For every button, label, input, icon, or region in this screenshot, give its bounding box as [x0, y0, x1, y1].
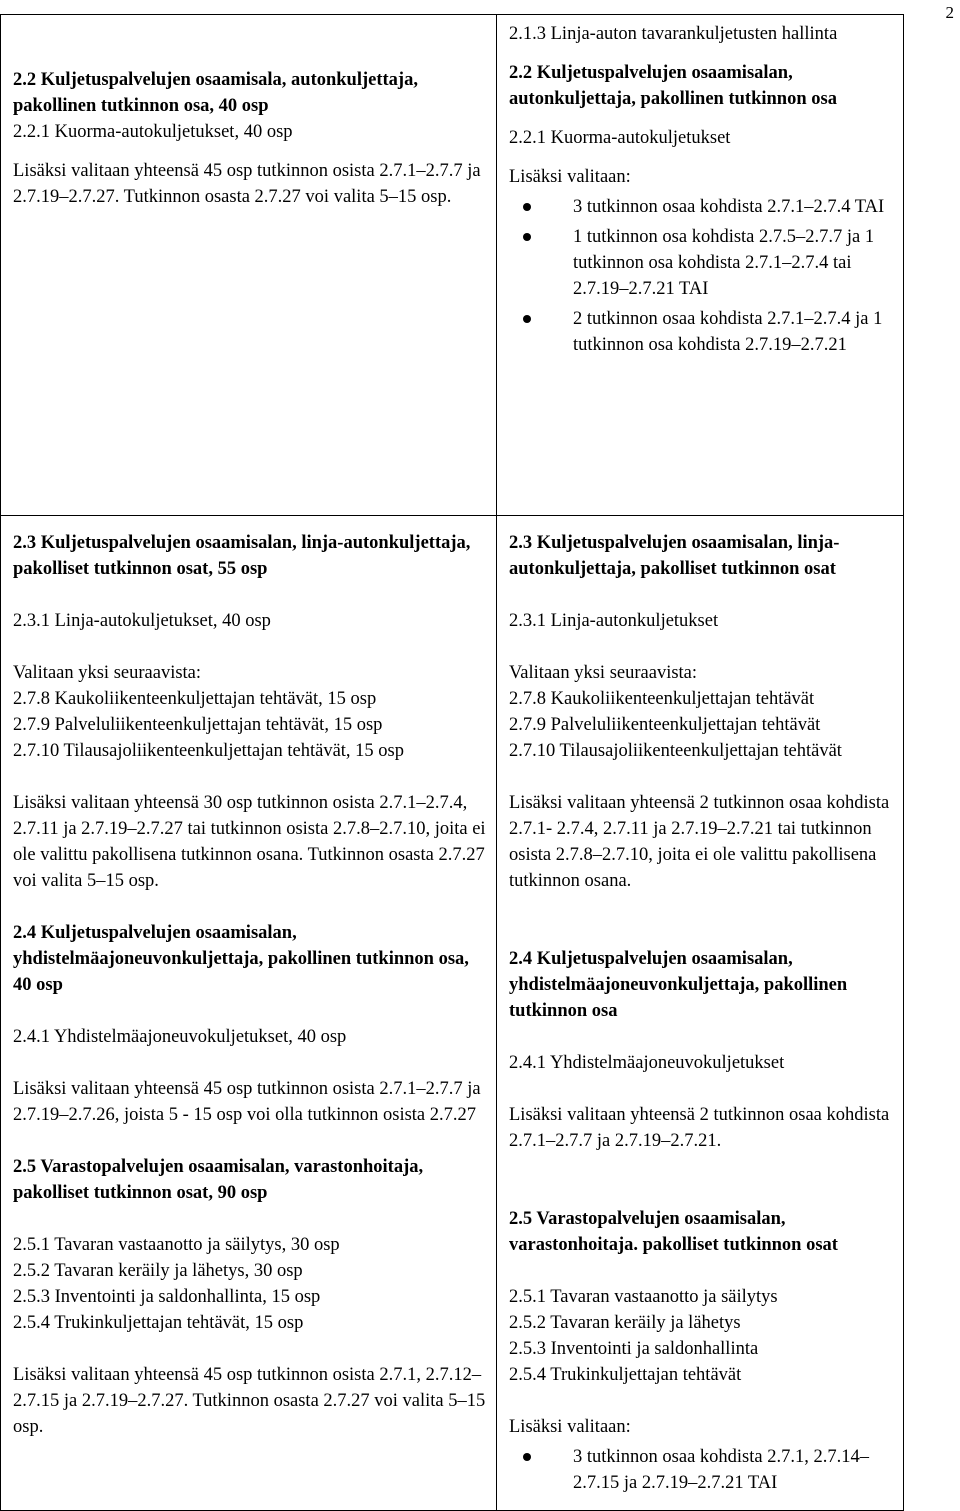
bullet-icon — [523, 203, 531, 211]
section-heading: 2.4 Kuljetuspalvelujen osaamisalan, yhdistelmäajoneuvonkuljettaja, pakollinen tutkinnon osa, 40 osp — [13, 923, 469, 995]
paragraph: Lisäksi valitaan: — [509, 1417, 631, 1437]
list-item: 2.7.10 Tilausajoliikenteenkuljettajan tehtävät — [509, 741, 842, 761]
cell-left-row2 — [1, 516, 497, 1511]
bullet-icon — [523, 233, 531, 241]
section-heading: 2.3 Kuljetuspalvelujen osaamisalan, linja-autonkuljettaja, pakolliset tutkinnon osat, 55 osp — [13, 533, 471, 579]
subsection-line: 2.4.1 Yhdistelmäajoneuvokuljetukset — [509, 1053, 785, 1073]
subsection-line: 2.3.1 Linja-autonkuljetukset — [509, 611, 719, 631]
list-item-text: 3 tutkinnon osaa kohdista 2.7.1–2.7.4 TAI — [573, 197, 885, 217]
list-item: 2.5.3 Inventointi ja saldonhallinta, 15 osp — [13, 1287, 321, 1307]
bullet-list — [509, 1444, 893, 1496]
section-heading: 2.4 Kuljetuspalvelujen osaamisalan, yhdistelmäajoneuvonkuljettaja, pakollinen tutkinnon osa — [509, 949, 848, 1021]
list-item-text: 3 tutkinnon osaa kohdista 2.7.1, 2.7.14–2.7.15 ja 2.7.19–2.7.21 TAI — [573, 1447, 869, 1493]
list-item: 2.5.1 Tavaran vastaanotto ja säilytys, 30 osp — [13, 1235, 340, 1255]
subsection-line: 2.1.3 Linja-auton tavarankuljetusten hallinta — [509, 24, 838, 44]
list-item: 2.5.1 Tavaran vastaanotto ja säilytys — [509, 1287, 778, 1307]
cell-right-row2 — [497, 516, 904, 1511]
comparison-table — [0, 14, 904, 1511]
paragraph: Valitaan yksi seuraavista: — [509, 663, 698, 683]
paragraph: Lisäksi valitaan yhteensä 30 osp tutkinnon osista 2.7.1–2.7.4, 2.7.11 ja 2.7.19–2.7.27 tai tutkinnon osista 2.7.8–2.7.10, joita ei ole valittu pakollisena tutkinnon osana. Tutkinnon osasta 2.7.27 voi valita 5–15 osp. — [13, 793, 486, 891]
subsection-line: 2.3.1 Linja-autokuljetukset, 40 osp — [13, 611, 271, 631]
paragraph: Lisäksi valitaan yhteensä 45 osp tutkinnon osista 2.7.1–2.7.7 ja 2.7.19–2.7.27. Tutkinnon osasta 2.7.27 voi valita 5–15 osp. — [13, 161, 481, 207]
section-heading: 2.5 Varastopalvelujen osaamisalan, varastonhoitaja. pakolliset tutkinnon osat — [509, 1209, 838, 1255]
list-item: 2.7.9 Palveluliikenteenkuljettajan tehtävät — [509, 715, 821, 735]
paragraph: Lisäksi valitaan yhteensä 45 osp tutkinnon osista 2.7.1–2.7.7 ja 2.7.19–2.7.26, joista 5 - 15 osp voi olla tutkinnon osista 2.7.27 — [13, 1079, 481, 1125]
list-item: 2.5.2 Tavaran keräily ja lähetys — [509, 1313, 741, 1333]
paragraph: Lisäksi valitaan: — [509, 167, 631, 187]
list-item — [573, 306, 893, 358]
paragraph: Lisäksi valitaan yhteensä 2 tutkinnon osaa kohdista 2.7.1- 2.7.4, 2.7.11 ja 2.7.19–2.7.21 tai tutkinnon osista 2.7.8–2.7.10, joita ei ole valittu pakollisena tutkinnon osana. — [509, 793, 890, 891]
cell-right-row1 — [497, 15, 904, 516]
list-item: 2.7.9 Palveluliikenteenkuljettajan tehtävät, 15 osp — [13, 715, 383, 735]
table-row — [1, 15, 904, 516]
list-item: 2.5.3 Inventointi ja saldonhallinta — [509, 1339, 759, 1359]
paragraph: Lisäksi valitaan yhteensä 2 tutkinnon osaa kohdista 2.7.1–2.7.7 ja 2.7.19–2.7.21. — [509, 1105, 890, 1151]
cell-left-row1 — [1, 15, 497, 516]
list-item: 2.5.4 Trukinkuljettajan tehtävät, 15 osp — [13, 1313, 304, 1333]
bullet-list — [509, 194, 893, 358]
paragraph: Lisäksi valitaan yhteensä 45 osp tutkinnon osista 2.7.1, 2.7.12–2.7.15 ja 2.7.19–2.7.27. Tutkinnon osasta 2.7.27 voi valita 5–15 osp. — [13, 1365, 486, 1437]
list-item — [573, 1444, 893, 1496]
list-item: 2.7.10 Tilausajoliikenteenkuljettajan tehtävät, 15 osp — [13, 741, 405, 761]
table-row — [1, 516, 904, 1511]
list-item — [573, 224, 893, 302]
paragraph: Valitaan yksi seuraavista: — [13, 663, 202, 683]
list-item: 2.5.4 Trukinkuljettajan tehtävät — [509, 1365, 742, 1385]
section-heading: 2.5 Varastopalvelujen osaamisalan, varastonhoitaja, pakolliset tutkinnon osat, 90 osp — [13, 1157, 424, 1203]
list-item-text: 2 tutkinnon osaa kohdista 2.7.1–2.7.4 ja 1 tutkinnon osa kohdista 2.7.19–2.7.21 — [573, 309, 883, 355]
subsection-line: 2.2.1 Kuorma-autokuljetukset — [509, 128, 731, 148]
list-item: 2.5.2 Tavaran keräily ja lähetys, 30 osp — [13, 1261, 303, 1281]
list-item: 2.7.8 Kaukoliikenteenkuljettajan tehtävät — [509, 689, 815, 709]
subsection-line: 2.4.1 Yhdistelmäajoneuvokuljetukset, 40 osp — [13, 1027, 347, 1047]
subsection-line: 2.2.1 Kuorma-autokuljetukset, 40 osp — [13, 122, 293, 142]
section-heading: 2.3 Kuljetuspalvelujen osaamisalan, linja-autonkuljettaja, pakolliset tutkinnon osat — [509, 533, 840, 579]
bullet-icon — [523, 1453, 531, 1461]
section-heading: 2.2 Kuljetuspalvelujen osaamisala, autonkuljettaja, pakollinen tutkinnon osa, 40 osp — [13, 70, 418, 116]
section-heading: 2.2 Kuljetuspalvelujen osaamisalan, autonkuljettaja, pakollinen tutkinnon osa — [509, 63, 837, 109]
bullet-icon — [523, 315, 531, 323]
list-item-text: 1 tutkinnon osa kohdista 2.7.5–2.7.7 ja 1 tutkinnon osa kohdista 2.7.1–2.7.4 tai 2.7.19–2.7.21 TAI — [573, 227, 875, 299]
list-item: 2.7.8 Kaukoliikenteenkuljettajan tehtävät, 15 osp — [13, 689, 377, 709]
list-item — [573, 194, 893, 220]
page-number: 2 — [945, 3, 954, 22]
